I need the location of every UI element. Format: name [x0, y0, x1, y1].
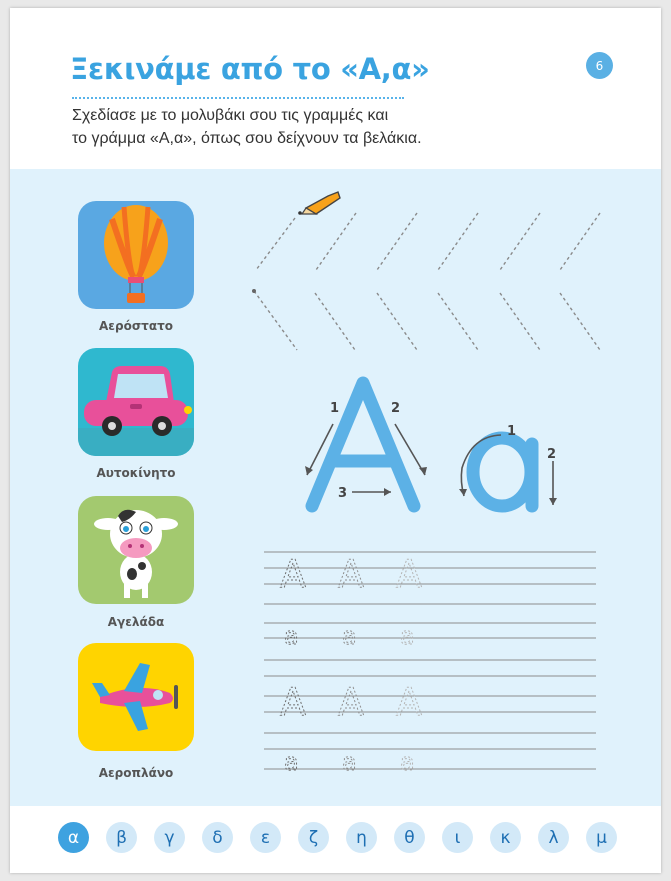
alphabet-letter-alpha[interactable]: α [58, 822, 89, 853]
practice-capital-1: A [280, 552, 306, 596]
caption-balloon: Αερόστατο [99, 319, 173, 333]
alphabet-letter-mu[interactable]: μ [586, 822, 617, 853]
alphabet-letter-kappa[interactable]: κ [490, 822, 521, 853]
stroke-number-1: 1 [330, 401, 340, 416]
alphabet-letter-theta[interactable]: θ [394, 822, 425, 853]
stroke-number-2: 2 [391, 401, 401, 416]
alphabet-letter-beta[interactable]: β [106, 822, 137, 853]
practice-capital-5: A [338, 680, 364, 724]
small-stroke-number-2: 2 [547, 447, 557, 462]
alphabet-letter-lambda[interactable]: λ [538, 822, 569, 853]
practice-small-5: a [342, 748, 357, 776]
stroke-number-3: 3 [338, 486, 348, 501]
instruction-line-1: Σχεδίασε με το μολυβάκι σου τις γραμμές και [72, 107, 389, 124]
caption-car: Αυτοκίνητο [96, 466, 176, 480]
practice-capital-4: A [280, 680, 306, 724]
small-letter-a [473, 438, 532, 506]
page-number: 6 [586, 52, 613, 79]
alphabet-letter-eta[interactable]: η [346, 822, 377, 853]
small-stroke-number-1: 1 [507, 424, 517, 439]
alphabet-letter-epsilon[interactable]: ε [250, 822, 281, 853]
alphabet-letter-gamma[interactable]: γ [154, 822, 185, 853]
tracing-lines-bottom [254, 291, 600, 350]
alphabet-letter-zeta[interactable]: ζ [298, 822, 329, 853]
tracing-start-dot [252, 289, 256, 293]
writing-lines [264, 552, 596, 769]
practice-small-2: a [342, 622, 357, 650]
pencil-icon [298, 192, 340, 215]
caption-cow: Αγελάδα [107, 615, 165, 629]
page-title: Ξεκινάμε από το «Α,α» [70, 52, 430, 86]
practice-small-1: a [284, 622, 299, 650]
practice-small-3: a [400, 622, 415, 650]
alphabet-letter-delta[interactable]: δ [202, 822, 233, 853]
tracing-lines-top [256, 213, 600, 270]
caption-airplane: Αεροπλάνο [98, 766, 174, 780]
alphabet-strip [10, 822, 661, 860]
practice-small-4: a [284, 748, 299, 776]
practice-capital-6: A [396, 680, 422, 724]
instruction-line-2: το γράμμα «Α,α», όπως σου δείχνουν τα βελάκια. [72, 130, 422, 147]
worksheet-page [10, 8, 661, 873]
practice-capital-3: A [396, 552, 422, 596]
practice-capital-2: A [338, 552, 364, 596]
alphabet-letter-iota[interactable]: ι [442, 822, 473, 853]
practice-small-6: a [400, 748, 415, 776]
tracing-area [10, 8, 661, 873]
